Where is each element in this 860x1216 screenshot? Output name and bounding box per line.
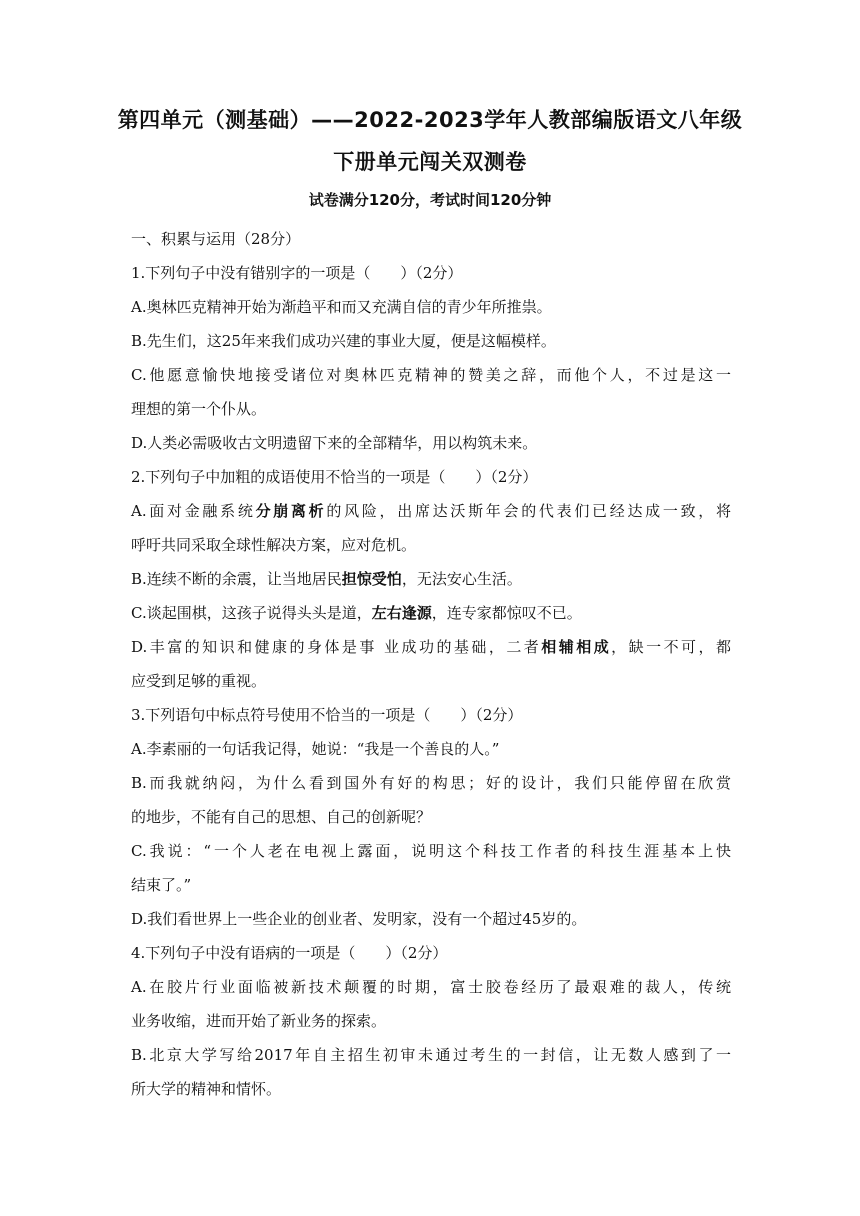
bold-idiom: 左右逢源 <box>371 604 432 622</box>
exam-info: 试卷满分120分，考试时间120分钟 <box>308 191 552 209</box>
question-2-option-b: B.连续不断的余震，让当地居民担惊受怕，无法安心生活。 <box>131 570 522 588</box>
question-3-option-c-cont: 结束了。” <box>131 876 192 894</box>
question-3-option-d: D.我们看世界上一些企业的创业者、发明家，没有一个超过45岁的。 <box>131 910 587 928</box>
question-3-option-b: B.而我就纳闷，为什么看到国外有好的构思；好的设计，我们只能停留在欣赏 <box>131 774 731 792</box>
question-4-stem: 4.下列句子中没有语病的一项是（ ）（2分） <box>131 944 448 962</box>
page-title-line1: 第四单元（测基础）——2022-2023学年人教部编版语文八年级 <box>117 108 743 132</box>
question-1-option-d: D.人类必需吸收古文明遗留下来的全部精华，用以构筑未来。 <box>131 434 538 452</box>
page-title-line2: 下册单元闯关双测卷 <box>333 150 527 174</box>
question-3-stem: 3.下列语句中标点符号使用不恰当的一项是（ ）（2分） <box>131 706 523 724</box>
question-3-option-b-cont: 的地步，不能有自己的思想、自己的创新呢？ <box>131 808 432 826</box>
bold-idiom: 担惊受怕 <box>341 570 402 588</box>
question-1-stem: 1.下列句子中没有错别字的一项是（ ）（2分） <box>131 264 463 282</box>
question-1-option-c: C.他愿意愉快地接受诸位对奥林匹克精神的赞美之辞，而他个人，不过是这一 <box>131 366 731 384</box>
question-1-option-b: B.先生们，这25年来我们成功兴建的事业大厦，便是这幅模样。 <box>131 332 556 350</box>
question-4-option-b-cont: 所大学的精神和情怀。 <box>131 1080 282 1098</box>
bold-idiom: 相辅相成 <box>541 638 612 656</box>
question-2-option-d-cont: 应受到足够的重视。 <box>131 672 267 690</box>
question-4-option-a: A.在胶片行业面临被新技术颠覆的时期，富士胶卷经历了最艰难的裁人，传统 <box>131 978 731 996</box>
section-heading: 一、积累与运用（28分） <box>131 230 301 248</box>
question-4-option-a-cont: 业务收缩，进而开始了新业务的探索。 <box>131 1012 387 1030</box>
question-2-option-d: D.丰富的知识和健康的身体是事 业成功的基础，二者相辅相成，缺一不可，都 <box>131 638 731 656</box>
bold-idiom: 分崩离析 <box>255 502 327 520</box>
question-1-option-c-cont: 理想的第一个仆从。 <box>131 400 267 418</box>
question-1-option-a: A.奥林匹克精神开始为渐趋平和而又充满自信的青少年所推祟。 <box>131 298 552 316</box>
question-2-stem: 2.下列句子中加粗的成语使用不恰当的一项是（ ）（2分） <box>131 468 538 486</box>
question-2-option-a: A.面对金融系统分崩离析的风险，出席达沃斯年会的代表们已经达成一致，将 <box>131 502 731 520</box>
question-2-option-c: C.谈起围棋，这孩子说得头头是道，左右逢源，连专家都惊叹不已。 <box>131 604 582 622</box>
question-3-option-a: A.李素丽的一句话我记得，她说：“我是一个善良的人。” <box>131 740 500 758</box>
question-3-option-c: C.我说：“一个人老在电视上露面，说明这个科技工作者的科技生涯基本上快 <box>131 842 731 860</box>
question-4-option-b: B.北京大学写给2017年自主招生初审未通过考生的一封信，让无数人感到了一 <box>131 1046 731 1064</box>
question-2-option-a-cont: 呼吁共同采取全球性解决方案，应对危机。 <box>131 536 417 554</box>
exam-body <box>131 222 731 1106</box>
